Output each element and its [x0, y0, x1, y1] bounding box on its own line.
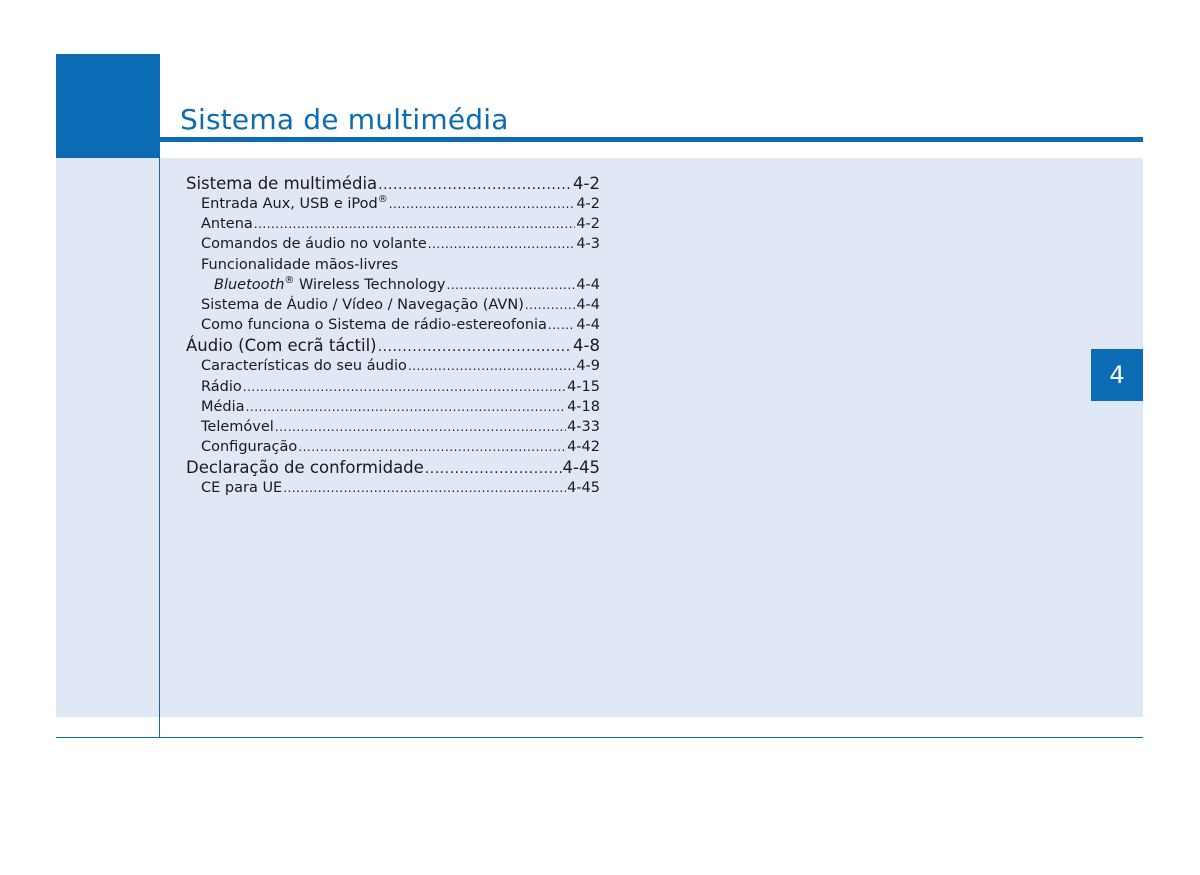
toc-entry-page: 4-8	[573, 336, 600, 356]
toc-entry-radio[interactable]	[186, 377, 600, 397]
toc-entry-caracteristicas[interactable]	[186, 356, 600, 376]
toc-entry-text: Wireless Technology	[294, 276, 446, 293]
toc-leader-dots	[428, 234, 576, 254]
toc-entry-media[interactable]	[186, 397, 600, 417]
toc-leader-dots	[246, 397, 567, 417]
toc-leader-dots	[389, 194, 576, 214]
toc-entry-label	[201, 194, 388, 214]
toc-entry-label: CE para UE	[201, 480, 283, 497]
toc-leader-dots	[378, 337, 572, 358]
registered-mark: ®	[284, 274, 295, 286]
toc-leader-dots	[378, 175, 572, 196]
toc-entry-radio-estereofonia[interactable]	[186, 315, 600, 335]
page-title: Sistema de multimédia	[180, 103, 509, 136]
toc-entry-page: 4-3	[576, 236, 600, 253]
bottom-divider	[56, 737, 1143, 738]
toc-entry-label: Média	[201, 398, 245, 415]
toc-entry-declaracao-conformidade[interactable]	[186, 457, 600, 478]
toc-entry-label: Sistema de multimédia	[186, 174, 378, 193]
toc-entry-text: Entrada Aux, USB e iPod	[201, 196, 378, 212]
toc-leader-dots	[254, 214, 576, 234]
toc-entry-page: 4-2	[573, 174, 600, 193]
toc-entry-page: 4-18	[567, 398, 600, 415]
toc-entry-label: Áudio (Com ecrã táctil)	[186, 336, 377, 356]
toc-entry-telemovel[interactable]	[186, 417, 600, 437]
chapter-tab[interactable]: 4	[1091, 349, 1143, 401]
toc-entry-label: Sistema de Áudio / Vídeo / Navegação (AVN)	[201, 296, 524, 313]
toc-leader-dots	[408, 356, 575, 376]
toc-entry-label: Declaração de conformidade	[186, 458, 424, 478]
toc-entry-bluetooth[interactable]	[186, 275, 600, 295]
toc-entry-avn[interactable]	[186, 295, 600, 315]
toc-entry-configuracao[interactable]	[186, 437, 600, 457]
toc-entry-label	[214, 275, 446, 295]
toc-entry-page: 4-2	[576, 216, 600, 233]
toc-entry-page: 4-4	[576, 296, 600, 313]
toc-entry-label: Comandos de áudio no volante	[201, 236, 427, 253]
toc-leader-dots	[525, 295, 575, 315]
registered-mark: ®	[377, 194, 388, 205]
toc-entry-maos-livres[interactable]	[186, 255, 600, 275]
title-underline	[160, 137, 1143, 142]
toc-entry-label: Configuração	[201, 439, 298, 456]
toc-entry-label: Como funciona o Sistema de rádio-estereofonia	[201, 317, 547, 334]
toc-entry-sistema-multimedia[interactable]	[186, 173, 600, 194]
chapter-header-block	[56, 54, 160, 158]
toc-entry-page: 4-15	[567, 378, 600, 395]
toc-entry-antena[interactable]	[186, 214, 600, 234]
toc-entry-label: Funcionalidade mãos-livres	[201, 256, 399, 273]
toc-entry-page: 4-4	[576, 276, 600, 293]
toc-entry-entrada-aux[interactable]	[186, 194, 600, 214]
toc-leader-dots	[425, 459, 562, 480]
toc-leader-dots	[283, 478, 566, 498]
toc-entry-page: 4-4	[576, 317, 600, 334]
toc-entry-label: Rádio	[201, 378, 242, 395]
toc-entry-label: Telemóvel	[201, 418, 274, 435]
toc-leader-dots	[275, 417, 566, 437]
toc-entry-ce-ue[interactable]	[186, 478, 600, 498]
toc-entry-page: 4-45	[567, 480, 600, 497]
toc-leader-dots	[548, 315, 575, 335]
toc-entry-page: 4-33	[567, 418, 600, 435]
toc-entry-page: 4-2	[576, 196, 600, 212]
table-of-contents	[186, 173, 600, 498]
toc-leader-dots	[298, 437, 566, 457]
toc-entry-label: Antena	[201, 216, 253, 233]
toc-entry-label: Características do seu áudio	[201, 358, 407, 375]
toc-entry-comandos-audio[interactable]	[186, 234, 600, 254]
toc-entry-audio-ecra-tactil[interactable]	[186, 335, 600, 356]
toc-entry-page: 4-45	[562, 458, 600, 478]
toc-entry-italic-text: Bluetooth	[214, 276, 285, 293]
toc-entry-page: 4-42	[567, 439, 600, 456]
toc-leader-dots	[243, 377, 566, 397]
vertical-divider	[159, 54, 160, 738]
toc-leader-dots	[447, 275, 576, 295]
toc-entry-page: 4-9	[576, 358, 600, 375]
